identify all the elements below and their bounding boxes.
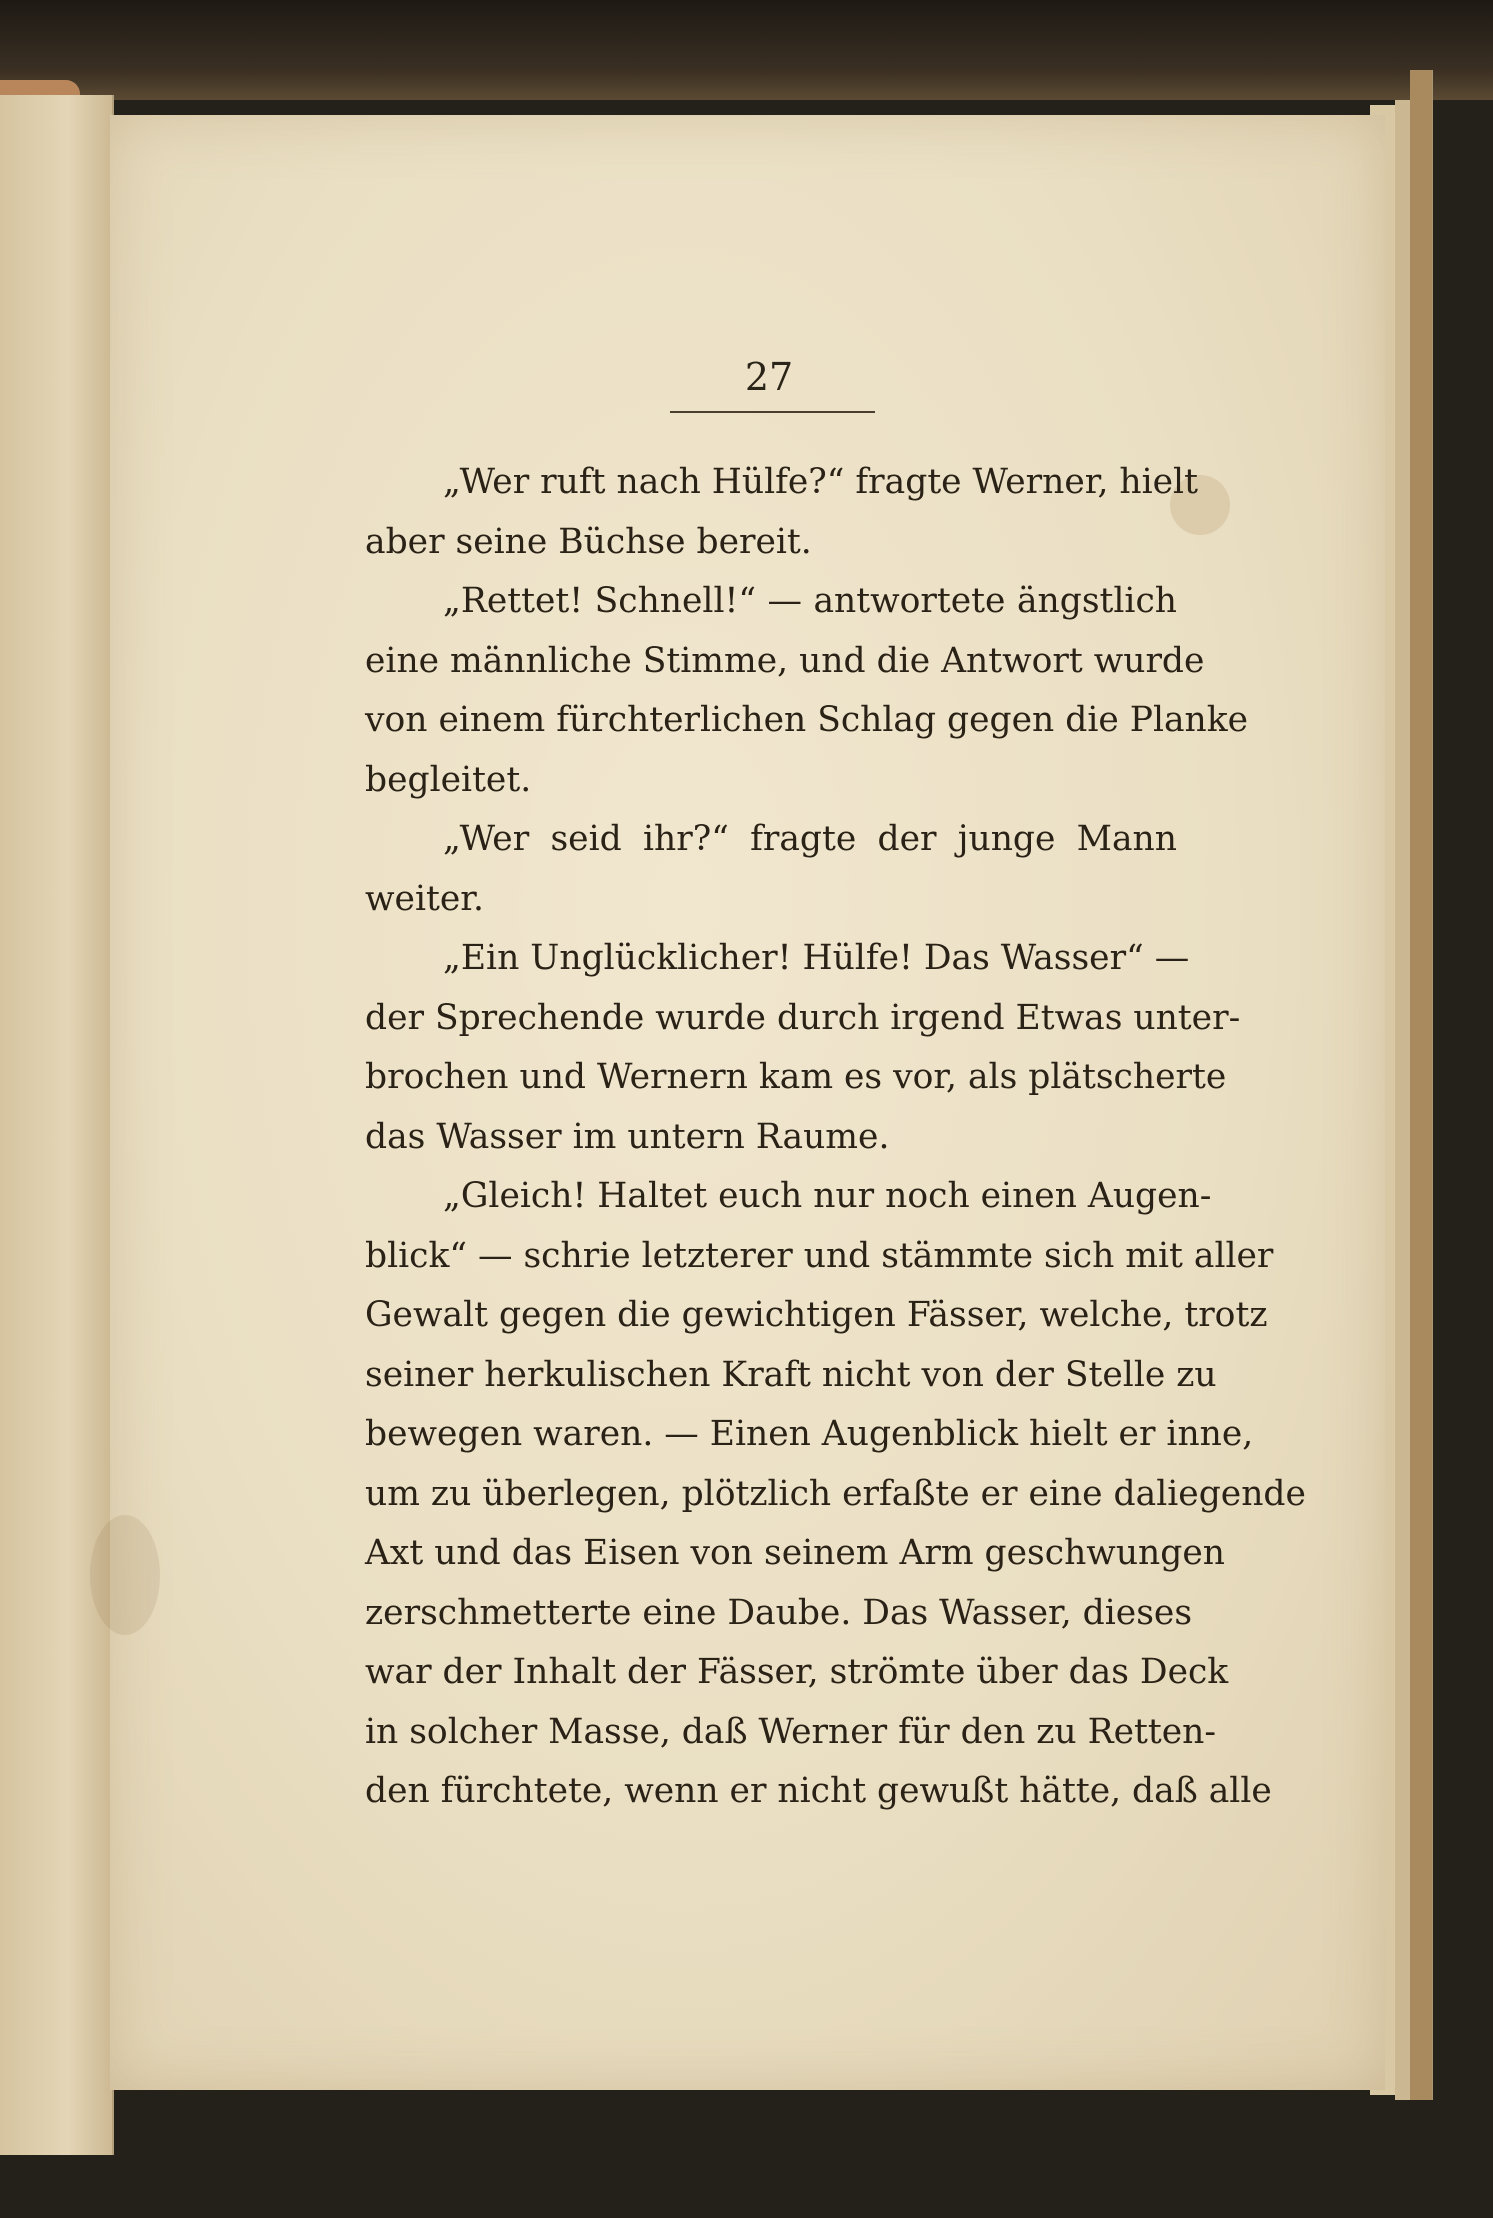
paper-stain (90, 1515, 160, 1635)
body-text (365, 453, 1306, 1822)
book-cover-top (0, 0, 1493, 100)
text-line: der Sprechende wurde durch irgend Etwas unter- (365, 997, 1241, 1038)
text-line: seiner herkulischen Kraft nicht von der Stelle zu (365, 1354, 1217, 1395)
text-line: „Rettet! Schnell!“ — antwortete ängstlich (443, 581, 1177, 621)
text-line: um zu überlegen, plötzlich erfaßte er eine daliegende (365, 1473, 1306, 1514)
text-line: „Wer ruft nach Hülfe?“ fragte Werner, hielt (443, 462, 1198, 502)
text-line: von einem fürchterlichen Schlag gegen die Planke (365, 700, 1249, 740)
header-rule (670, 411, 875, 413)
text-line: „Ein Unglücklicher! Hülfe! Das Wasser“ — (443, 938, 1190, 978)
left-page-edge (0, 95, 114, 2155)
text-line: „Wer seid ihr?“ fragte der junge Mann (443, 819, 1177, 859)
text-line: das Wasser im untern Raume. (365, 1116, 890, 1157)
text-line: Axt und das Eisen von seinem Arm geschwungen (365, 1533, 1225, 1573)
text-line: begleitet. (365, 759, 532, 800)
text-line: weiter. (365, 878, 484, 919)
text-line: in solcher Masse, daß Werner für den zu Retten- (365, 1711, 1217, 1752)
text-line: zerschmetterte eine Daube. Das Wasser, dieses (365, 1592, 1193, 1633)
text-line: Gewalt gegen die gewichtigen Fässer, welche, trotz (365, 1295, 1268, 1335)
page-number: 27 (744, 355, 794, 399)
text-line: war der Inhalt der Fässer, strömte über das Deck (365, 1652, 1229, 1692)
text-line: eine männliche Stimme, und die Antwort wurde (365, 640, 1205, 681)
text-line: aber seine Büchse bereit. (365, 521, 812, 562)
text-line: bewegen waren. — Einen Augenblick hielt er inne, (365, 1414, 1254, 1454)
text-line: den fürchtete, wenn er nicht gewußt hätte, daß alle (365, 1771, 1272, 1811)
text-line: blick“ — schrie letzterer und stämmte sich mit aller (365, 1235, 1274, 1276)
text-line: „Gleich! Haltet euch nur noch einen Augen- (443, 1176, 1212, 1216)
text-line: brochen und Wernern kam es vor, als plätscherte (365, 1057, 1227, 1097)
